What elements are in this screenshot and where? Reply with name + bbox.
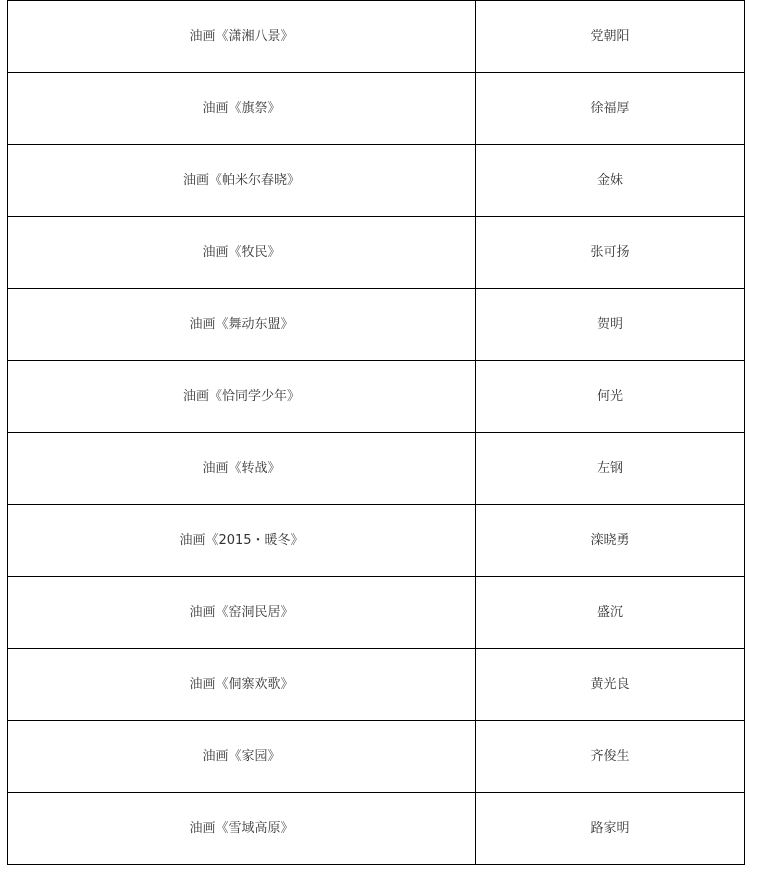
artwork-title-cell: 油画《潇湘八景》 — [8, 1, 476, 73]
table-row — [8, 505, 745, 577]
table-row — [8, 145, 745, 217]
table-row — [8, 433, 745, 505]
table-row — [8, 649, 745, 721]
table-row — [8, 73, 745, 145]
artwork-title-cell: 油画《侗寨欢歌》 — [8, 649, 476, 721]
table-row — [8, 793, 745, 865]
artist-name-cell: 何光 — [476, 361, 745, 433]
artist-name-cell: 路家明 — [476, 793, 745, 865]
artwork-title-cell: 油画《家园》 — [8, 721, 476, 793]
artist-name-cell: 滦晓勇 — [476, 505, 745, 577]
artworks-table-body — [8, 1, 745, 865]
artwork-title-cell: 油画《舞动东盟》 — [8, 289, 476, 361]
artwork-title-cell: 油画《雪域高原》 — [8, 793, 476, 865]
artist-name-cell: 贺明 — [476, 289, 745, 361]
artwork-title-cell: 油画《转战》 — [8, 433, 476, 505]
artwork-title-cell: 油画《帕米尔春晓》 — [8, 145, 476, 217]
artist-name-cell: 金妹 — [476, 145, 745, 217]
table-row — [8, 361, 745, 433]
artwork-title-cell: 油画《窑洞民居》 — [8, 577, 476, 649]
artist-name-cell: 盛沉 — [476, 577, 745, 649]
artist-name-cell: 黄光良 — [476, 649, 745, 721]
artwork-title-cell: 油画《2015・暖冬》 — [8, 505, 476, 577]
table-row — [8, 289, 745, 361]
artworks-table-container — [7, 0, 744, 865]
artist-name-cell: 左钢 — [476, 433, 745, 505]
artist-name-cell: 党朝阳 — [476, 1, 745, 73]
artwork-title-cell: 油画《牧民》 — [8, 217, 476, 289]
artist-name-cell: 张可扬 — [476, 217, 745, 289]
artist-name-cell: 齐俊生 — [476, 721, 745, 793]
artist-name-cell: 徐福厚 — [476, 73, 745, 145]
artwork-title-cell: 油画《旗祭》 — [8, 73, 476, 145]
table-row — [8, 217, 745, 289]
artworks-table — [7, 0, 745, 865]
table-row — [8, 721, 745, 793]
table-row — [8, 577, 745, 649]
artwork-title-cell: 油画《恰同学少年》 — [8, 361, 476, 433]
table-row — [8, 1, 745, 73]
